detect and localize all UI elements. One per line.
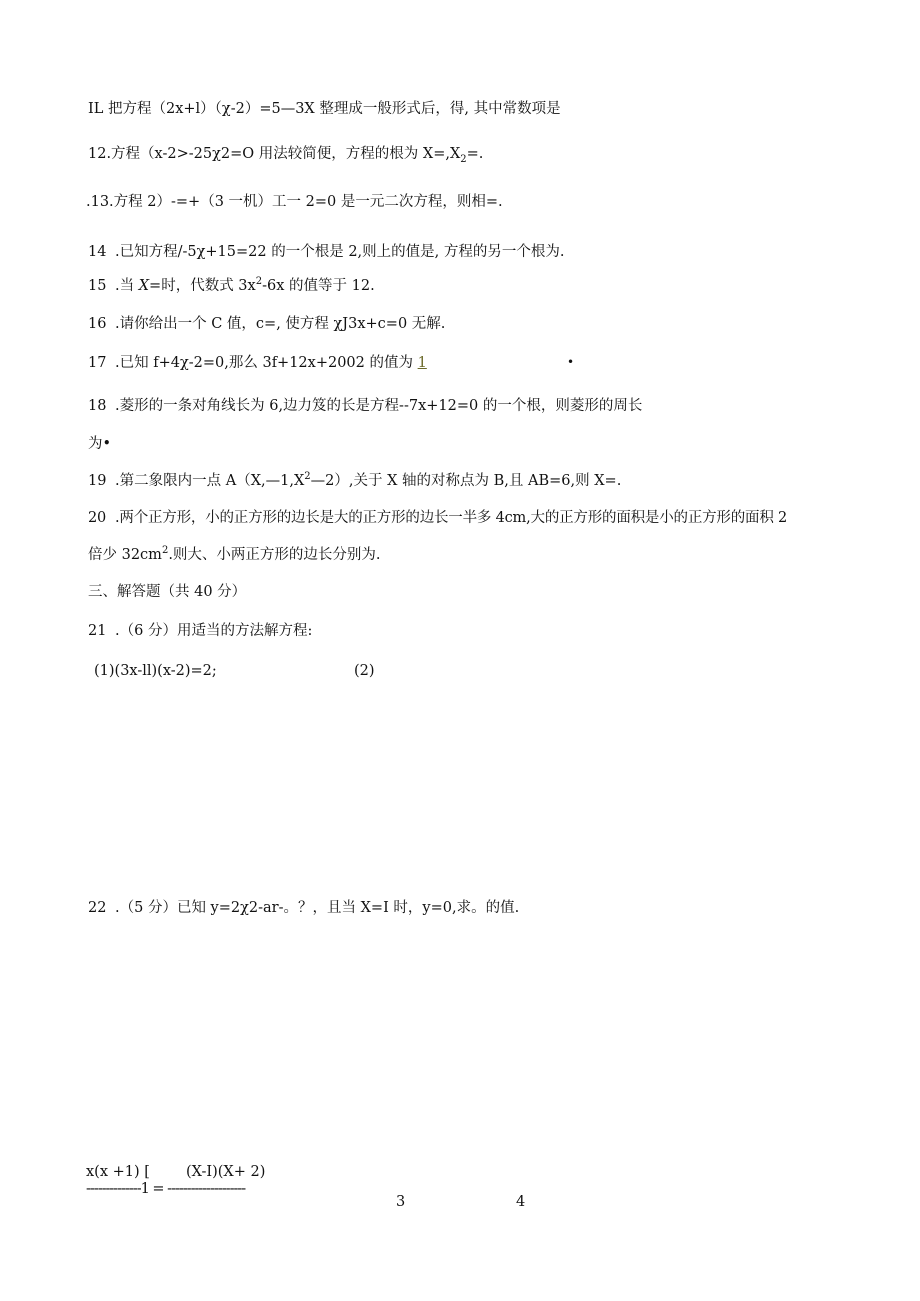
question-16-text: .请你给出一个 C 值，c=, 使方程 χJ3x+c=0 无解.: [115, 316, 446, 332]
question-15-tail: -6x 的值等于 12.: [262, 278, 375, 294]
section-3-heading: [88, 583, 246, 601]
question-12-tail: =.: [466, 146, 484, 162]
question-12: [88, 145, 483, 163]
question-21-part-2: (2): [354, 663, 375, 679]
question-11: [88, 100, 561, 118]
question-14: [88, 243, 564, 261]
question-22-number: 22: [88, 900, 107, 916]
question-17-number: 17: [88, 355, 107, 371]
question-18-number: 18: [88, 398, 107, 414]
question-16: [88, 315, 445, 333]
question-12-subscript: 2: [460, 153, 467, 165]
question-21-number: 21: [88, 623, 107, 639]
question-18: [88, 397, 642, 415]
question-11-text: IL 把方程（2x+l）（χ-2）=5—3X 整理成一般形式后，得, 其中常数项是: [88, 101, 561, 117]
fraction-left-denominator: 3: [396, 1194, 406, 1210]
question-21-text: .（6 分）用适当的方法解方程:: [115, 623, 313, 639]
question-15-number: 15: [88, 278, 107, 294]
question-20-number: 20: [88, 510, 107, 526]
question-20-cont-tail: .则大、小两正方形的边长分别为.: [168, 547, 381, 563]
question-19-text: .第二象限内一点 A（X,—1,X: [115, 473, 305, 489]
question-21: [88, 622, 312, 640]
question-15-text: =时，代数式 3x: [149, 278, 256, 294]
question-18-text: .菱形的一条对角线长为 6,边力笈的长是方程--7x+12=0 的一个根，则菱形的周长: [115, 398, 643, 414]
question-15: [88, 277, 375, 295]
question-19-superscript: 2: [304, 471, 311, 483]
question-17-answer: 1: [417, 355, 427, 371]
question-19-tail: —2）,关于 X 轴的对称点为 B,且 AB=6,则 X=.: [310, 473, 622, 489]
question-22: [88, 899, 519, 917]
question-20-cont-text: 倍少 32cm: [88, 547, 162, 563]
question-19-number: 19: [88, 473, 107, 489]
question-18-continuation: [88, 435, 111, 453]
question-15-variable: X: [138, 278, 150, 294]
question-19: [88, 472, 621, 490]
section-3-title: 三、解答题（共 40 分）: [88, 584, 247, 600]
question-15-superscript: 2: [255, 276, 263, 288]
question-20-cont-superscript: 2: [161, 545, 169, 557]
question-17-text: .已知 f+4χ-2=0,那么 3f+12x+2002 的值为: [115, 355, 418, 371]
question-22-text: .（5 分）已知 y=2χ2-ar-。？，且当 X=I 时，y=0,求。的值.: [115, 900, 520, 916]
question-21-part-1: (1)(3x-ll)(x-2)=2;: [94, 663, 217, 679]
fraction-right-denominator: 4: [516, 1194, 526, 1210]
question-17: [88, 354, 427, 372]
fraction-right-numerator: (X-I)(X+ 2): [186, 1164, 266, 1180]
question-17-bullet: •: [567, 355, 575, 369]
question-15-prefix: .当: [115, 278, 139, 294]
question-14-text: .已知方程/-5χ+15=22 的一个根是 2,则上的值是, 方程的另一个根为.: [115, 244, 565, 260]
fraction-bar-line: --------------1 = --------------------: [86, 1181, 246, 1197]
question-12-text: 12.方程（x-2>-25χ2=O 用法较简便，方程的根为 X=,X: [88, 146, 461, 162]
question-20-continuation: [88, 546, 381, 564]
question-14-number: 14: [88, 244, 107, 260]
question-13-text: .13.方程 2）-=+（3 一机）工一 2=0 是一元二次方程，则相=.: [86, 194, 503, 210]
question-20: [88, 509, 787, 527]
question-20-text: .两个正方形，小的正方形的边长是大的正方形的边长一半多 4cm,大的正方形的面积是小的正方形的面积 2: [115, 510, 788, 526]
question-16-number: 16: [88, 316, 107, 332]
fraction-left-numerator: x(x +1) [: [86, 1164, 150, 1180]
question-18-cont-text: 为•: [88, 436, 112, 452]
question-13: [86, 193, 503, 211]
